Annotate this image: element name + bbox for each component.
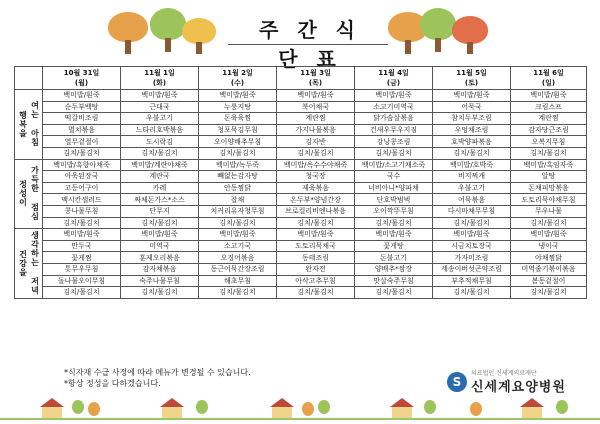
logo-name: 신세계요양병원	[471, 380, 566, 395]
day-header: 10월 31일 (월)	[43, 67, 121, 90]
note-line: *식자재 수급 사정에 따라 메뉴가 변경될 수 있습니다.	[64, 368, 251, 377]
menu-item: 김치/물김치	[121, 287, 199, 299]
menu-item: 김치/물김치	[433, 287, 511, 299]
menu-item: 김치/물김치	[277, 217, 355, 229]
meal-label	[15, 90, 43, 160]
menu-item: 아삭고추무침	[277, 275, 355, 287]
menu-item: 안동찜닭	[199, 182, 277, 194]
menu-item: 백미밥/흰죽	[277, 90, 355, 102]
menu-item: 북어채국	[277, 101, 355, 113]
menu-item: 단호박범벅	[355, 194, 433, 206]
menu-item: 꽃게찜	[43, 252, 121, 264]
menu-item: 호박양파볶음	[433, 136, 511, 148]
menu-item: 감자채볶음	[121, 263, 199, 275]
notes	[64, 367, 251, 389]
menu-item: 숙주나물무침	[121, 275, 199, 287]
menu-item: 단무지	[121, 205, 199, 217]
menu-item: 김치/물김치	[199, 287, 277, 299]
menu-row	[15, 287, 587, 299]
menu-item: 백미밥/호박죽	[433, 159, 511, 171]
meal-label	[15, 159, 43, 229]
menu-row	[15, 240, 587, 252]
menu-item: 소고기미역국	[355, 101, 433, 113]
tree-icon	[150, 8, 186, 54]
menu-item: 돈육육찜	[199, 113, 277, 125]
menu-item: 김치/물김치	[199, 217, 277, 229]
menu-item: 김치/물김치	[433, 217, 511, 229]
menu-item: 아욱된장국	[43, 171, 121, 183]
grass-strip	[0, 418, 600, 420]
day-header: 11월 4일 (금)	[355, 67, 433, 90]
menu-item: 미역국	[121, 240, 199, 252]
menu-row	[15, 90, 587, 102]
menu-row	[15, 194, 587, 206]
menu-item: 우불고기	[121, 113, 199, 125]
menu-item: 백미밥/흰죽	[511, 229, 587, 241]
menu-item: 소고기국	[199, 240, 277, 252]
menu-item: 누룽지탕	[199, 101, 277, 113]
footer-scenery	[0, 392, 600, 424]
tree-icon	[72, 400, 84, 414]
meal-group: 건강을	[18, 249, 28, 277]
menu-item: 멸치볶음	[43, 124, 121, 136]
menu-item: 김치/물김치	[277, 147, 355, 159]
meal-name: 여는 아침	[30, 101, 40, 148]
meal-label	[15, 229, 43, 299]
menu-item: 빼없는감자탕	[199, 171, 277, 183]
menu-item: 만두국	[43, 240, 121, 252]
hospital-logo	[447, 366, 577, 394]
menu-item: 브로컬리비엔나볶음	[277, 205, 355, 217]
tree-icon	[182, 18, 216, 54]
menu-item: 닭가슴살볶음	[355, 113, 433, 125]
menu-item: 건새우무우지짐	[355, 124, 433, 136]
menu-row	[15, 205, 587, 217]
menu-item: 김치/물김치	[43, 147, 121, 159]
tree-icon	[556, 400, 568, 414]
menu-item: 짜체돈가스*소스	[121, 194, 199, 206]
menu-item: 봄동겉절이	[511, 275, 587, 287]
menu-item: 야채찜닭	[511, 252, 587, 264]
menu-item: 청국장	[277, 171, 355, 183]
menu-item: 우불고기	[433, 182, 511, 194]
menu-item: 맛살숙주무침	[355, 275, 433, 287]
menu-item: 다시마채무무침	[433, 205, 511, 217]
menu-item: 백미밥/흰죽	[355, 90, 433, 102]
menu-item: 치커리유자청무침	[199, 205, 277, 217]
menu-item: 오징어볶음	[199, 252, 277, 264]
tree-icon	[196, 400, 208, 414]
menu-item: 김치/물김치	[355, 217, 433, 229]
menu-item: 김치/물김치	[511, 147, 587, 159]
menu-row	[15, 171, 587, 183]
menu-item: 오복지무침	[511, 136, 587, 148]
menu-row	[15, 229, 587, 241]
menu-item: 국수	[355, 171, 433, 183]
menu-item: 시금치토장국	[433, 240, 511, 252]
menu-item: 꽃게탕	[355, 240, 433, 252]
menu-row	[15, 182, 587, 194]
tree-icon	[302, 402, 314, 416]
menu-item: 김치/물김치	[277, 287, 355, 299]
menu-item: 백미밥/흰죽	[355, 229, 433, 241]
menu-item: 오이깍뚜무침	[355, 205, 433, 217]
menu-item: 백미밥/흰죽	[199, 90, 277, 102]
menu-item: 열무겉절이	[43, 136, 121, 148]
tree-icon	[470, 402, 482, 416]
meal-name: 가득한 점심	[30, 166, 40, 222]
menu-item: 고등어구이	[43, 182, 121, 194]
menu-item: 맥시칸샐러드	[43, 194, 121, 206]
menu-item: 무우나물	[511, 205, 587, 217]
menu-item: 계란국	[121, 171, 199, 183]
menu-item: 청포묵김무침	[199, 124, 277, 136]
title-banner	[0, 0, 600, 71]
logo-mark-icon: S	[447, 372, 467, 392]
menu-row	[15, 124, 587, 136]
tree-icon	[452, 16, 488, 54]
menu-item: 돌나물오이무침	[43, 275, 121, 287]
menu-table	[14, 66, 587, 299]
menu-item: 콩나물무침	[43, 205, 121, 217]
menu-item: 김자반	[277, 136, 355, 148]
menu-item: 크림스프	[511, 101, 587, 113]
menu-item: 동근어묵간장조림	[199, 263, 277, 275]
menu-row	[15, 147, 587, 159]
menu-item: 우엉채조림	[433, 124, 511, 136]
menu-item: 김치/물김치	[433, 147, 511, 159]
menu-item: 훈제오리볶음	[121, 252, 199, 264]
note-line: *항상 정성을 다하겠습니다.	[64, 379, 161, 388]
menu-item: 온두부*양념간장	[277, 194, 355, 206]
menu-item: 가자미조림	[433, 252, 511, 264]
menu-item: 완자전	[277, 263, 355, 275]
menu-item: 백미밥/흰죽	[199, 229, 277, 241]
menu-item: 백미밥/흰죽	[433, 229, 511, 241]
menu-item: 김치/물김치	[511, 287, 587, 299]
menu-item: 백미밥/흰죽	[433, 90, 511, 102]
menu-item: 참치두부조림	[433, 113, 511, 125]
menu-item: 도토리묵채국	[277, 240, 355, 252]
menu-item: 동태조림	[277, 252, 355, 264]
date-header-row	[15, 67, 587, 90]
day-header: 11월 2일 (수)	[199, 67, 277, 90]
menu-item: 떡갈비조림	[43, 113, 121, 125]
tree-icon	[108, 12, 148, 56]
menu-item: 제육볶음	[277, 182, 355, 194]
menu-item: 김치/물김치	[121, 217, 199, 229]
menu-item: 김치/물김치	[511, 217, 587, 229]
menu-item: 계란찜	[511, 113, 587, 125]
menu-item: 백미밥/계란야채죽	[121, 159, 199, 171]
menu-item: 어묵국	[433, 101, 511, 113]
menu-row	[15, 159, 587, 171]
day-header: 11월 1일 (화)	[121, 67, 199, 90]
menu-item: 부추적채무침	[433, 275, 511, 287]
menu-item: 백미밥/흑임자죽	[511, 159, 587, 171]
menu-row	[15, 252, 587, 264]
menu-row	[15, 101, 587, 113]
menu-body	[15, 90, 587, 299]
menu-item: 돈불고기	[355, 252, 433, 264]
menu-item: 백미밥/흰죽	[121, 229, 199, 241]
tree-icon	[420, 8, 456, 54]
menu-item: 세송이버섯곤약조림	[433, 263, 511, 275]
menu-item: 김치/물김치	[355, 287, 433, 299]
menu-item: 백미밥/흰죽	[511, 90, 587, 102]
menu-item: 가지나물볶음	[277, 124, 355, 136]
menu-item: 김치/물김치	[355, 147, 433, 159]
menu-row	[15, 263, 587, 275]
menu-row	[15, 275, 587, 287]
menu-item: 너비아니*양파채	[355, 182, 433, 194]
menu-item: 근대국	[121, 101, 199, 113]
meal-group: 행복을	[18, 110, 28, 138]
menu-item: 백미밥/흰죽	[43, 90, 121, 102]
menu-item: 순두부백탕	[43, 101, 121, 113]
menu-item: 계란찜	[277, 113, 355, 125]
menu-item: 백미밥/소고기채소죽	[355, 159, 433, 171]
menu-item: 백미밥/옥수수야채죽	[277, 159, 355, 171]
tree-icon	[318, 400, 330, 414]
menu-item: 감자당근조림	[511, 124, 587, 136]
menu-item: 잡채	[199, 194, 277, 206]
tree-icon	[424, 400, 436, 414]
menu-item: 양배추*쌈장	[355, 263, 433, 275]
tree-icon	[88, 402, 100, 416]
menu-item: 백미밥/흰죽	[277, 229, 355, 241]
menu-item: 느타리호박볶음	[121, 124, 199, 136]
menu-row	[15, 136, 587, 148]
menu-item: 김치/물김치	[121, 147, 199, 159]
day-header: 11월 5일 (토)	[433, 67, 511, 90]
page-title: 주 간 식 단 표	[259, 18, 361, 71]
menu-item: 강낭콩조림	[355, 136, 433, 148]
menu-row	[15, 113, 587, 125]
menu-item: 카레	[121, 182, 199, 194]
meal-group: 정성이	[18, 180, 28, 208]
meal-name: 생각하는 저녁	[30, 231, 40, 296]
menu-item: 백미밥/녹두죽	[199, 159, 277, 171]
menu-item: 백미밥/흰죽	[43, 229, 121, 241]
menu-item: 어묵볶음	[433, 194, 511, 206]
menu-item: 해초무침	[199, 275, 277, 287]
menu-item: 김치/물김치	[43, 287, 121, 299]
menu-item: 알탕	[511, 171, 587, 183]
title-underline	[228, 44, 388, 45]
menu-item: 김치/물김치	[199, 147, 277, 159]
corner-cell	[15, 67, 43, 90]
day-header: 11월 3일 (목)	[277, 67, 355, 90]
menu-item: 도토리묵야채무침	[511, 194, 587, 206]
day-header: 11월 6일 (일)	[511, 67, 587, 90]
menu-item: 김치/물김치	[43, 217, 121, 229]
menu-item: 돈채피망볶음	[511, 182, 587, 194]
logo-subtitle: 의료법인 신세계의료재단	[471, 370, 537, 377]
menu-item: 톳무우무침	[43, 263, 121, 275]
menu-item: 백미밥/흑향아채죽	[43, 159, 121, 171]
menu-item: 오이양배추무침	[199, 136, 277, 148]
menu-row	[15, 217, 587, 229]
menu-item: 냉이국	[511, 240, 587, 252]
menu-item: 미역줄기볶이볶음	[511, 263, 587, 275]
menu-item: 도시락김	[121, 136, 199, 148]
menu-item: 백미밥/흰죽	[121, 90, 199, 102]
menu-item: 비지찌개	[433, 171, 511, 183]
